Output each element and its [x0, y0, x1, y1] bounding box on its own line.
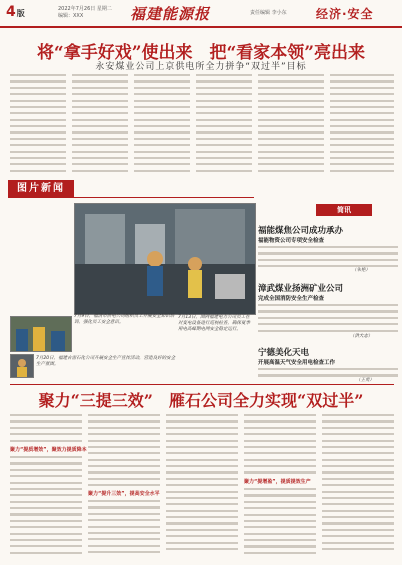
substation-illustration	[75, 204, 255, 314]
staff-credit: 责任编辑 李小东	[250, 10, 287, 16]
brief-2-source: （洪大志）	[350, 334, 373, 339]
lead-text-col-4	[196, 74, 252, 176]
lead-text-col-2	[72, 74, 128, 176]
second-text-col-4	[244, 414, 316, 478]
brief-3-source: （王勇）	[356, 378, 374, 383]
second-subhead-2: 聚力“提升三效”，提高安全水平	[88, 491, 160, 497]
second-text-col-2b	[88, 500, 160, 557]
brief-1-subtitle: 福能物资公司专项安全检查	[258, 238, 325, 244]
second-subhead-1: 聚力“提质增效”，聚效力提质降本	[10, 447, 87, 453]
brief-1-source: （朱艳）	[352, 268, 370, 273]
lead-subheadline: 永安煤业公司上京供电所全力拼争“双过半”目标	[95, 62, 307, 72]
photo-safety-small	[10, 354, 34, 378]
photo-caption-2: 7月9日，福清市供电公司组织员工开展安全知识培训，强化员工安全意识。	[74, 314, 175, 325]
second-text-col-4b	[244, 488, 316, 558]
masthead-rule	[0, 0, 402, 28]
brief-3-text	[258, 368, 398, 381]
second-text-col-1b	[10, 456, 82, 558]
issue-date: 2022年7月26日 星期二	[58, 6, 112, 12]
second-text-col-3	[166, 414, 238, 554]
section-divider	[10, 384, 394, 385]
second-headline: 聚力“三提三效” 雁石公司全力实现“双过半”	[38, 391, 364, 410]
paper-name: 福建能源报	[130, 5, 211, 23]
photo-caption-3: 7月20日，福建古雷石化公司开展安全生产宣传活动，营造良好的安全生产氛围。	[36, 356, 176, 367]
briefs-header: 简讯	[316, 204, 372, 216]
lead-text-col-6	[330, 74, 394, 176]
second-subhead-3: 聚力“提增盈”，提质提效生产	[244, 479, 311, 485]
photo-section-label: 图片新闻	[8, 180, 74, 198]
section-title: 经济·安全	[316, 7, 374, 21]
second-text-col-5	[322, 414, 394, 554]
brief-3-subtitle: 开展高温天气安全用电检查工作	[258, 360, 336, 366]
photo-training-small	[10, 316, 72, 352]
lead-headline: 将“拿手好戏”使出来 把“看家本领”亮出来	[36, 43, 366, 63]
training-illustration	[11, 317, 71, 351]
lead-text-col-5	[258, 74, 324, 176]
second-text-col-2	[88, 414, 160, 491]
photo-caption-1: 7月13日，国网福建电力公司员工在对变电设备进行巡视检查，确保夏季用电高峰期电网安全稳定运行。	[178, 315, 250, 332]
photo-section-rule	[74, 197, 254, 198]
brief-2-subtitle: 完成全国消防安全生产检查	[258, 296, 325, 302]
photo-substation-inspection	[74, 203, 256, 315]
brief-1-text	[258, 246, 398, 272]
lead-text-col-3	[134, 74, 190, 176]
second-text-col-1	[10, 414, 82, 446]
lead-text-col-1	[10, 74, 66, 176]
brief-2-title: 漳武煤业扬洲矿业公司	[258, 284, 344, 294]
editor-credit: 编辑：XXX	[58, 13, 84, 19]
brief-2-text	[258, 304, 398, 336]
brief-3-title: 宁德美化天电	[258, 348, 310, 358]
brief-1-title: 福能煤焦公司成功承办	[258, 226, 344, 236]
page-number: 4版	[6, 4, 25, 20]
safety-illustration	[11, 355, 33, 377]
